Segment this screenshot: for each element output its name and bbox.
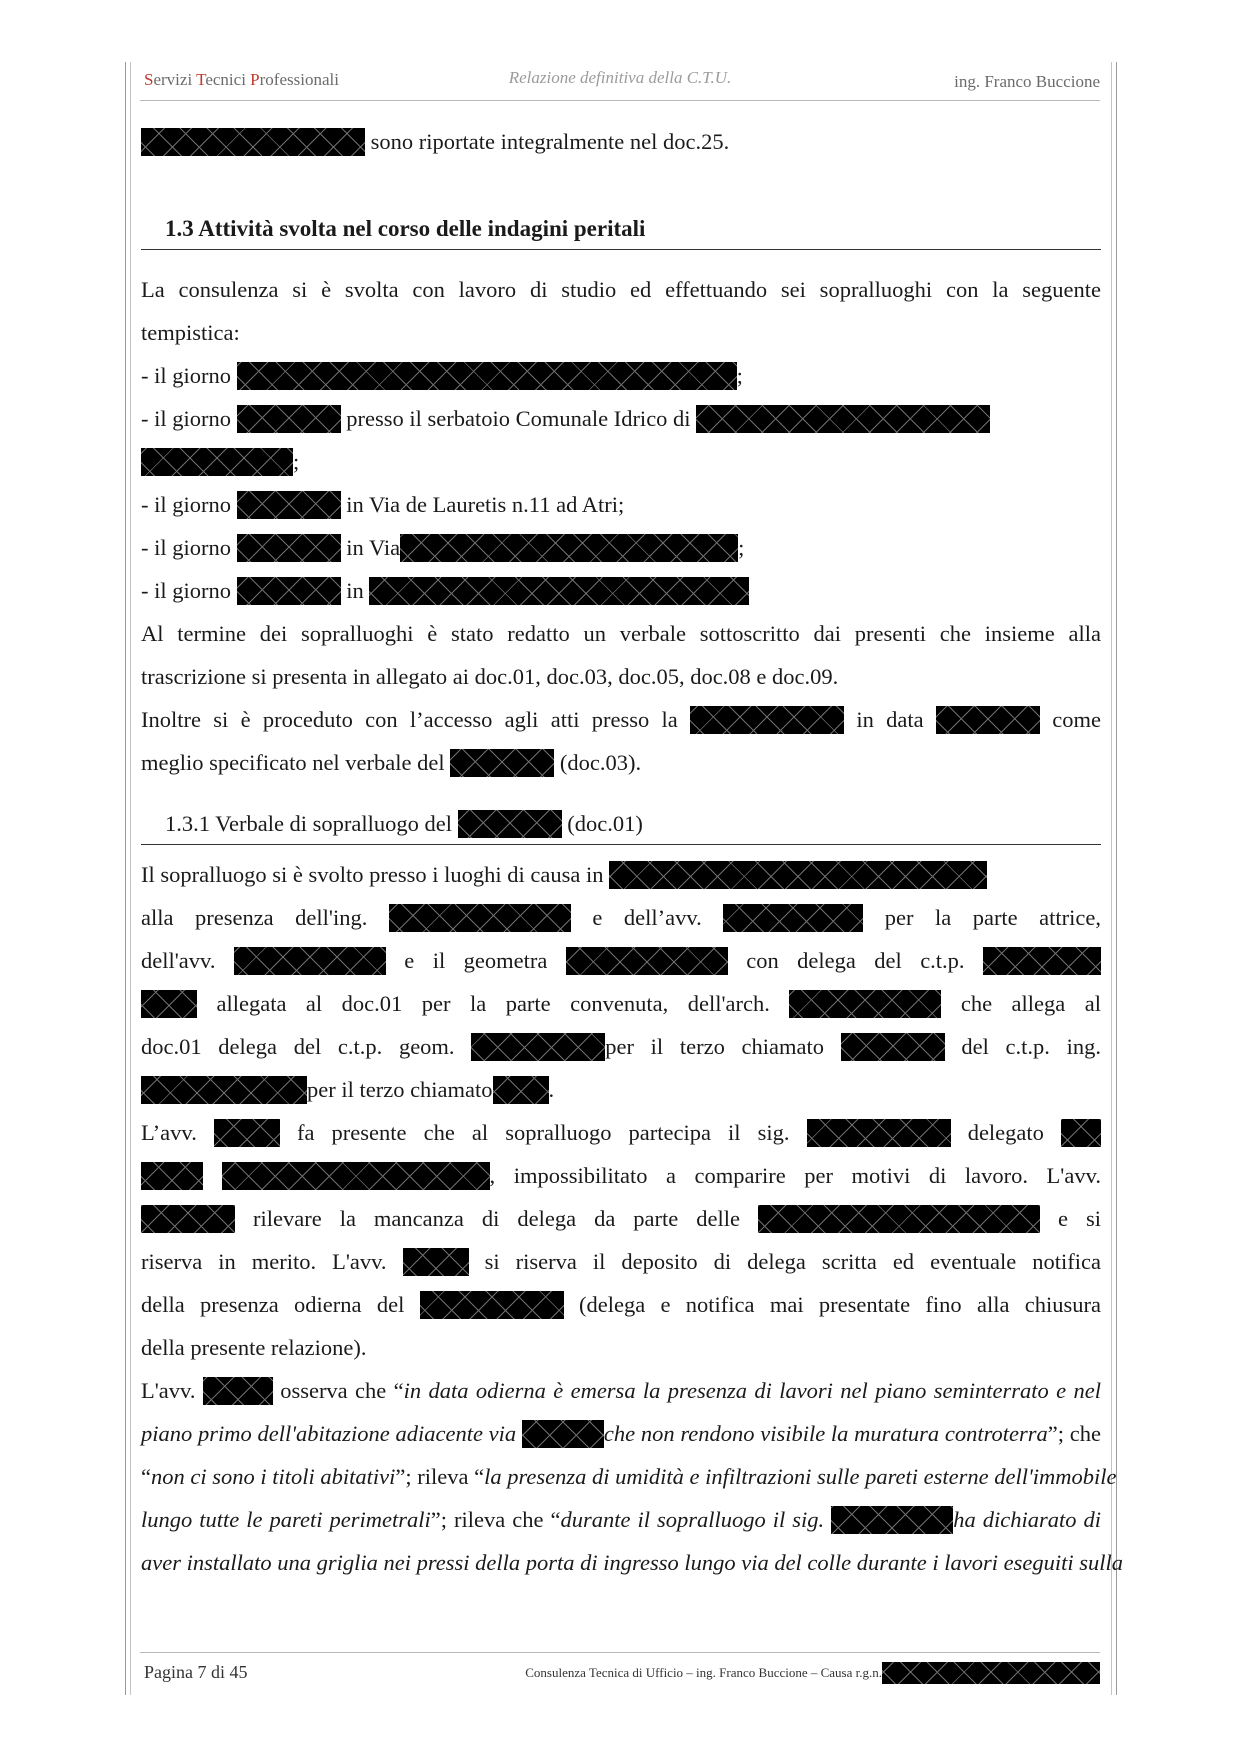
- paragraph-line: lungo tutte le pareti perimetrali”; rileva che “durante il sopralluogo il sig. ha dichiarato di: [141, 1507, 1101, 1532]
- paragraph-line: aver installato una griglia nei pressi della porta di ingresso lungo via del colle durante i lavori eseguiti sulla: [141, 1550, 1124, 1575]
- redaction-block: [141, 990, 197, 1018]
- paragraph-line: La consulenza si è svolta con lavoro di studio ed effettuando sei sopralluoghi con la seguente: [141, 277, 1101, 302]
- list-item: - il giorno ;: [141, 363, 743, 388]
- redaction-block: [389, 904, 571, 932]
- redaction-block: [369, 577, 749, 605]
- redaction-block: [983, 947, 1101, 975]
- header-document-title: Relazione definitiva della C.T.U.: [508, 68, 732, 87]
- paragraph-line: della presenza odierna del (delega e notifica mai presentate fino alla chiusura: [141, 1292, 1101, 1317]
- redaction-block: [222, 1162, 490, 1190]
- paragraph-line: Il sopralluogo si è svolto presso i luoghi di causa in: [141, 853, 1101, 896]
- list-item: - il giorno presso il serbatoio Comunale Idrico di: [141, 397, 1101, 440]
- redaction-block: [237, 362, 737, 390]
- page-header: [140, 66, 1100, 96]
- redaction-block: [400, 534, 738, 562]
- page-footer: [140, 1662, 1100, 1692]
- redaction-block: [1061, 1119, 1101, 1147]
- paragraph-line: alla presenza dell'ing. e dell’avv. per la parte attrice,: [141, 905, 1102, 930]
- redaction-block: [831, 1506, 953, 1534]
- redaction-block: [493, 1076, 549, 1104]
- redaction-block: [237, 577, 341, 605]
- header-divider: [140, 100, 1100, 101]
- paragraph-line: L'avv. osserva che “in data odierna è emersa la presenza di lavori nel piano seminterrato e nel: [141, 1378, 1101, 1403]
- redaction-block: [471, 1033, 605, 1061]
- header-firm-name: Servizi Tecnici Professionali: [144, 70, 339, 89]
- list-item: - il giorno in: [141, 569, 1101, 612]
- paragraph-line: tempistica:: [141, 320, 240, 345]
- redaction-block: [936, 706, 1040, 734]
- paragraph-line: “non ci sono i titoli abitativi”; rileva “la presenza di umidità e infiltrazioni sulle pareti esterne dell'immobile: [141, 1464, 1117, 1489]
- paragraph-line: trascrizione si presenta in allegato ai doc.01, doc.03, doc.05, doc.08 e doc.09.: [141, 664, 839, 689]
- redaction-block: [203, 1377, 273, 1405]
- redaction-block: [234, 947, 386, 975]
- redaction-block: [696, 405, 990, 433]
- paragraph-line: meglio specificato nel verbale del (doc.03).: [141, 750, 642, 775]
- paragraph-line: della presente relazione).: [141, 1335, 367, 1360]
- redaction-block: [566, 947, 728, 975]
- redaction-block: [237, 534, 341, 562]
- redaction-block: [237, 405, 341, 433]
- redaction-block: [882, 1662, 1100, 1684]
- paragraph-line: Inoltre si è proceduto con l’accesso agli atti presso la in data come: [141, 707, 1101, 732]
- paragraph-line: allegata al doc.01 per la parte convenuta, dell'arch. che allega al: [141, 982, 1101, 1025]
- header-author: ing. Franco Buccione: [954, 72, 1100, 91]
- paragraph-line: dell'avv. e il geometra con delega del c.t.p.: [141, 939, 1101, 982]
- paragraph-line: Al termine dei sopralluoghi è stato redatto un verbale sottoscritto dai presenti che insieme alla: [141, 621, 1101, 646]
- redaction-block: [807, 1119, 951, 1147]
- redaction-block: [237, 491, 341, 519]
- footer-divider: [140, 1652, 1100, 1653]
- subsection-heading: 1.3.1 Verbale di sopralluogo del (doc.01): [141, 804, 1101, 845]
- paragraph-line: rilevare la mancanza di delega da parte delle e si: [141, 1197, 1101, 1240]
- paragraph-line: sono riportate integralmente nel doc.25.: [141, 120, 1101, 163]
- redaction-block: [214, 1119, 280, 1147]
- paragraph-line: L’avv. fa presente che al sopralluogo partecipa il sig. delegato: [141, 1111, 1101, 1154]
- redaction-block: [403, 1248, 469, 1276]
- redaction-block: [141, 1205, 235, 1233]
- list-item: ;: [141, 440, 1101, 483]
- paragraph-line: riserva in merito. L'avv. si riserva il deposito di delega scritta ed eventuale notifica: [141, 1249, 1101, 1274]
- paragraph-line: , impossibilitato a comparire per motivi di lavoro. L'avv.: [141, 1154, 1101, 1197]
- redaction-block: [522, 1420, 604, 1448]
- redaction-block: [420, 1291, 564, 1319]
- page-number: Pagina 7 di 45: [144, 1662, 248, 1682]
- list-item: - il giorno in Via ;: [141, 535, 745, 560]
- document-body: [141, 120, 1124, 1584]
- redaction-block: [141, 128, 365, 156]
- section-heading: 1.3 Attività svolta nel corso delle indagini peritali: [141, 209, 1101, 250]
- redaction-block: [141, 1076, 307, 1104]
- footer-case-reference: Consulenza Tecnica di Ufficio – ing. Franco Buccione – Causa r.g.n.: [525, 1664, 1100, 1684]
- redaction-block: [758, 1205, 1040, 1233]
- list-item: - il giorno in Via de Lauretis n.11 ad Atri;: [141, 492, 625, 517]
- paragraph-line: doc.01 delega del c.t.p. geom. per il terzo chiamato del c.t.p. ing.: [141, 1034, 1101, 1059]
- redaction-block: [609, 861, 987, 889]
- redaction-block: [141, 448, 293, 476]
- redaction-block: [458, 810, 562, 838]
- paragraph-line: piano primo dell'abitazione adiacente via che non rendono visibile la muratura controterra”; che: [141, 1421, 1101, 1446]
- redaction-block: [450, 749, 554, 777]
- redaction-block: [690, 706, 844, 734]
- redaction-block: [141, 1162, 203, 1190]
- redaction-block: [789, 990, 941, 1018]
- redaction-block: [841, 1033, 945, 1061]
- redaction-block: [723, 904, 863, 932]
- paragraph-line: per il terzo chiamato .: [141, 1068, 1101, 1111]
